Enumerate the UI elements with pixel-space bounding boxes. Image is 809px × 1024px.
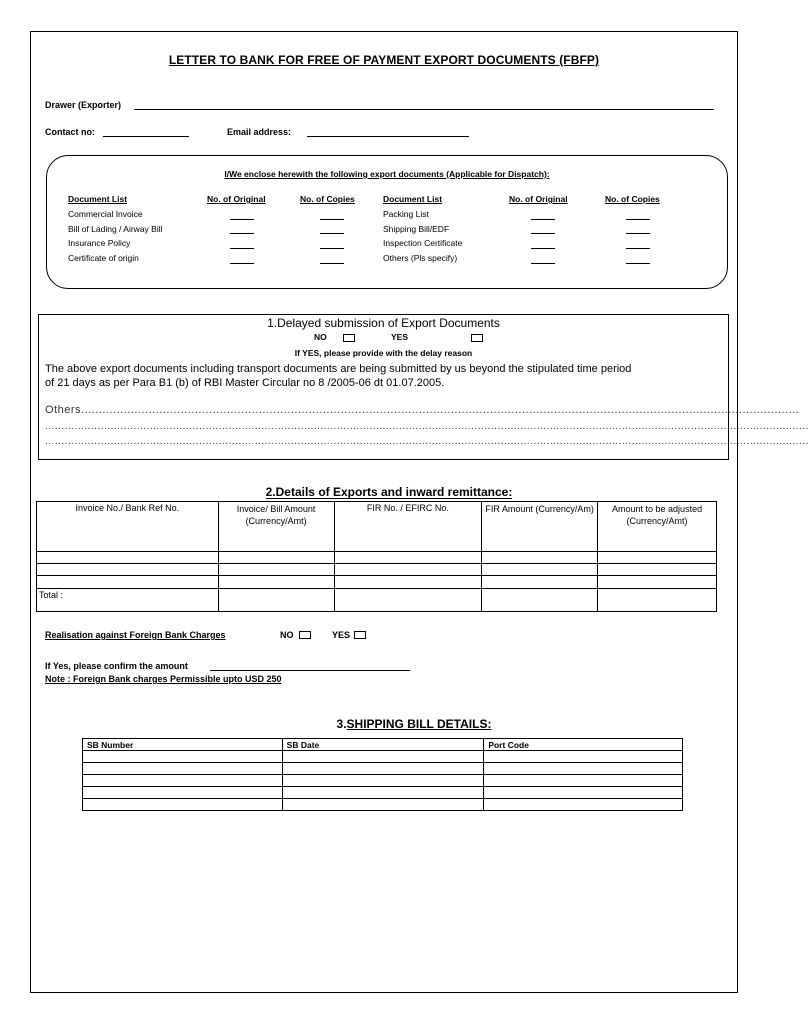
- delay-no-label: NO: [314, 332, 327, 342]
- table-row[interactable]: [83, 751, 683, 763]
- email-label: Email address:: [227, 127, 292, 137]
- copies-count-field[interactable]: [320, 263, 344, 264]
- document-item: Certificate of origin: [68, 253, 139, 263]
- col-sb-number: SB Number: [83, 739, 283, 751]
- copies-count-field[interactable]: [626, 233, 650, 234]
- shipping-title: [31, 717, 737, 731]
- document-item: Commercial Invoice: [68, 209, 143, 219]
- original-count-field[interactable]: [531, 263, 555, 264]
- realisation-no-checkbox[interactable]: [299, 631, 311, 639]
- drawer-label: Drawer (Exporter): [45, 100, 122, 110]
- confirm-amount-label: If Yes, please confirm the amount: [45, 661, 188, 671]
- total-row[interactable]: [37, 589, 717, 612]
- header-document-list-2: Document List: [383, 194, 443, 204]
- realisation-no-label: NO: [280, 630, 294, 640]
- header-no-copies-2: No. of Copies: [605, 194, 660, 204]
- delay-title: 1.Delayed submission of Export Documents: [267, 316, 500, 330]
- header-no-copies: No. of Copies: [300, 194, 355, 204]
- table-row[interactable]: [83, 799, 683, 811]
- table-row[interactable]: [37, 564, 717, 576]
- header-no-original: No. of Original: [207, 194, 266, 204]
- original-count-field[interactable]: [531, 248, 555, 249]
- original-count-field[interactable]: [531, 233, 555, 234]
- exports-table: [36, 501, 717, 612]
- col-invoice-no: Invoice No./ Bank Ref No.: [37, 502, 219, 552]
- table-header-row: [37, 502, 717, 552]
- document-item: Inspection Certificate: [383, 238, 463, 248]
- copies-count-field[interactable]: [320, 248, 344, 249]
- email-field[interactable]: [307, 136, 469, 137]
- dispatch-documents-box: [46, 155, 728, 289]
- original-count-field[interactable]: [230, 248, 254, 249]
- contact-label: Contact no:: [45, 127, 95, 137]
- col-fir-no: FIR No. / EFIRC No.: [334, 502, 482, 552]
- document-item: Others (Pls specify): [383, 253, 458, 263]
- original-count-field[interactable]: [531, 219, 555, 220]
- delay-text-line1: The above export documents including transport documents are being submitted by us beyond the stipulated time period: [45, 363, 632, 375]
- exports-title-text: 2.Details of Exports and inward remittance:: [265, 485, 513, 499]
- table-row[interactable]: [37, 576, 717, 589]
- letter-page: [30, 31, 809, 993]
- shipping-table: [82, 738, 683, 811]
- col-invoice-amount: Invoice/ Bill Amount (Currency/Amt): [218, 502, 334, 552]
- total-label: Total :: [37, 589, 219, 612]
- col-amount-adjusted: Amount to be adjusted (Currency/Amt): [598, 502, 717, 552]
- document-item: Shipping Bill/EDF: [383, 224, 450, 234]
- col-fir-amount: FIR Amount (Currency/Am): [482, 502, 598, 552]
- copies-count-field[interactable]: [320, 233, 344, 234]
- header-no-original-2: No. of Original: [509, 194, 568, 204]
- realisation-label: Realisation against Foreign Bank Charges: [45, 630, 226, 640]
- table-row[interactable]: [37, 552, 717, 564]
- shipping-title-text: SHIPPING BILL DETAILS:: [346, 717, 492, 731]
- delay-text-line2: of 21 days as per Para B1 (b) of RBI Master Circular no 8 /2005-06 dt 01.07.2005.: [45, 377, 445, 389]
- delayed-submission-box: [38, 314, 809, 460]
- drawer-field[interactable]: [134, 109, 714, 110]
- copies-count-field[interactable]: [626, 248, 650, 249]
- table-row[interactable]: [83, 775, 683, 787]
- others-label: Others: [45, 404, 82, 416]
- document-item: Packing List: [383, 209, 429, 219]
- copies-count-field[interactable]: [320, 219, 344, 220]
- document-item: Bill of Lading / Airway Bill: [68, 224, 163, 234]
- table-row[interactable]: [83, 763, 683, 775]
- realisation-yes-label: YES: [332, 630, 351, 640]
- shipping-title-prefix: 3.: [336, 717, 347, 731]
- realisation-yes-checkbox[interactable]: [354, 631, 366, 639]
- delay-yes-checkbox[interactable]: [471, 334, 483, 342]
- delay-others-line[interactable]: Others..........................................................................................................................................................................................................: [45, 404, 800, 416]
- delay-if-yes: If YES, please provide with the delay reason: [294, 348, 473, 358]
- original-count-field[interactable]: [230, 263, 254, 264]
- original-count-field[interactable]: [230, 219, 254, 220]
- delay-reason-line[interactable]: .........................................................................................................................................................................................................................................: [45, 421, 809, 432]
- col-sb-date: SB Date: [282, 739, 484, 751]
- bank-charges-note: Note : Foreign Bank charges Permissible upto USD 250: [45, 674, 282, 684]
- table-row[interactable]: [83, 787, 683, 799]
- table-header-row: [83, 739, 683, 751]
- delay-reason-line[interactable]: .........................................................................................................................................................................................................................................: [45, 436, 809, 447]
- copies-count-field[interactable]: [626, 263, 650, 264]
- contact-field[interactable]: [103, 136, 189, 137]
- header-document-list: Document List: [68, 194, 128, 204]
- col-port-code: Port Code: [484, 739, 683, 751]
- dispatch-title: I/We enclose herewith the following export documents (Applicable for Dispatch):: [224, 169, 550, 179]
- confirm-amount-field[interactable]: [210, 670, 410, 671]
- delay-yes-label: YES: [391, 332, 409, 342]
- original-count-field[interactable]: [230, 233, 254, 234]
- copies-count-field[interactable]: [626, 219, 650, 220]
- exports-title: [31, 485, 737, 499]
- document-item: Insurance Policy: [68, 238, 131, 248]
- delay-no-checkbox[interactable]: [343, 334, 355, 342]
- page-title: LETTER TO BANK FOR FREE OF PAYMENT EXPORT DOCUMENTS (FBFP): [168, 53, 600, 67]
